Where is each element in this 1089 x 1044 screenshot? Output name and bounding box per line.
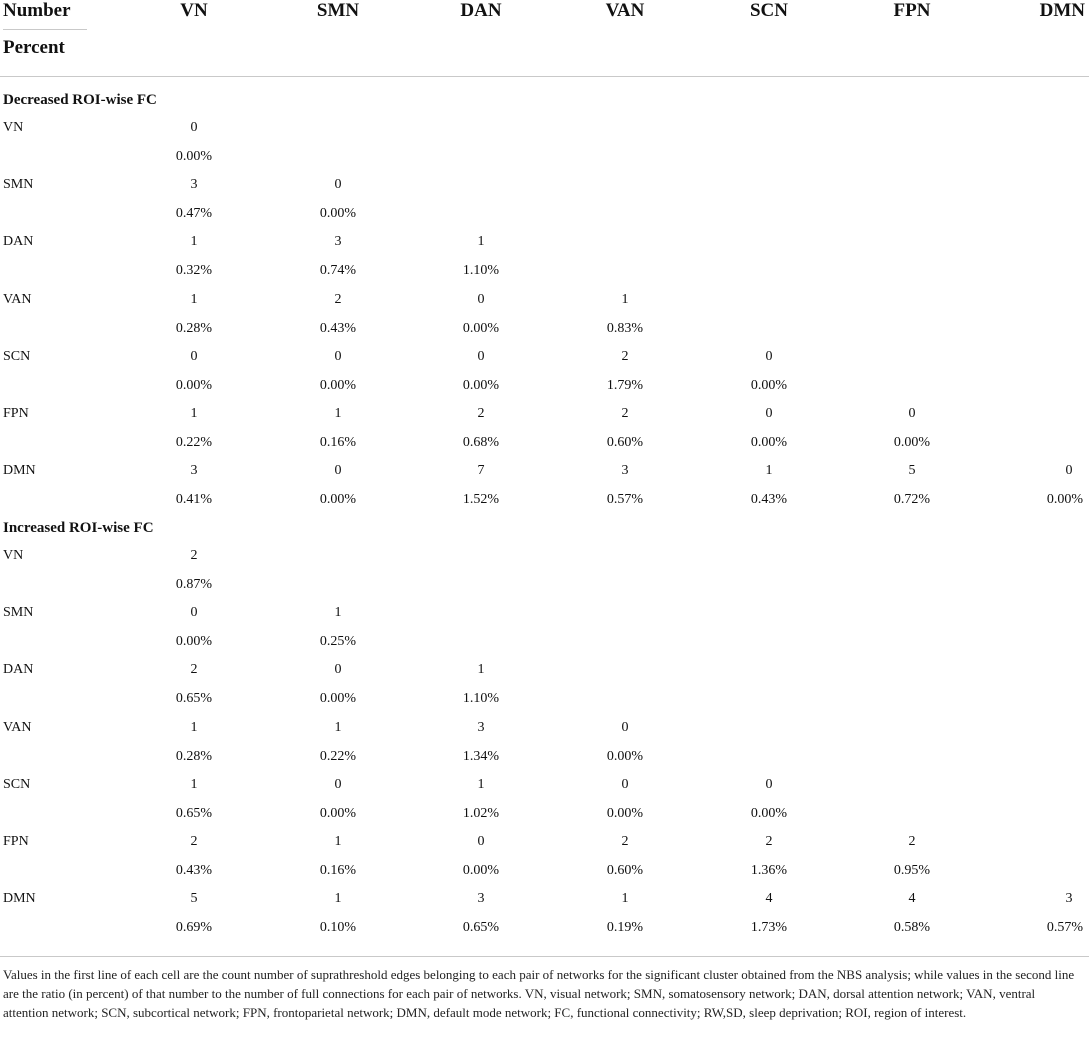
cell-count: 4 [765,891,773,906]
cell-count: 1 [477,777,485,792]
cell-percent: 0.00% [462,378,500,393]
cell-count: 1 [190,777,198,792]
cell-percent: 1.34% [462,749,500,764]
row-label: VAN [3,720,32,735]
cell-percent: 0.00% [462,321,500,336]
row-label: DMN [3,891,36,906]
cell-percent: 0.00% [462,863,500,878]
cell-percent: 1.02% [462,806,500,821]
cell-percent: 0.00% [319,378,357,393]
column-header-fpn: FPN [893,0,931,21]
cell-percent: 0.43% [319,321,357,336]
cell-count: 0 [621,777,629,792]
cell-percent: 0.00% [750,435,788,450]
cell-percent: 1.10% [462,263,500,278]
header-divider [3,29,87,30]
cell-percent: 0.00% [319,691,357,706]
cell-percent: 0.87% [175,577,213,592]
cell-count: 0 [334,463,342,478]
cell-count: 1 [334,720,342,735]
cell-percent: 0.25% [319,634,357,649]
cell-percent: 0.60% [606,435,644,450]
cell-count: 1 [765,463,773,478]
cell-percent: 0.43% [750,492,788,507]
column-header-van: VAN [605,0,645,21]
cell-percent: 1.73% [750,920,788,935]
cell-count: 1 [334,605,342,620]
cell-count: 1 [334,406,342,421]
cell-percent: 0.00% [319,206,357,221]
cell-percent: 0.16% [319,435,357,450]
cell-count: 4 [908,891,916,906]
cell-percent: 0.65% [175,806,213,821]
cell-count: 2 [190,548,198,563]
column-header-dmn: DMN [1039,0,1085,21]
header-percent-label: Percent [3,37,65,58]
row-label: VN [3,120,24,135]
cell-count: 7 [477,463,485,478]
cell-count: 1 [477,234,485,249]
header-number-label: Number [3,0,71,21]
cell-percent: 0.00% [750,378,788,393]
section-title: Increased ROI-wise FC [3,520,154,536]
row-label: FPN [3,406,29,421]
cell-percent: 0.16% [319,863,357,878]
row-label: FPN [3,834,29,849]
cell-percent: 0.57% [1046,920,1083,935]
cell-count: 0 [621,720,629,735]
cell-percent: 0.41% [175,492,213,507]
table-header [0,0,1089,76]
cell-count: 0 [334,349,342,364]
cell-percent: 0.74% [319,263,357,278]
cell-percent: 0.22% [175,435,213,450]
cell-percent: 1.52% [462,492,500,507]
row-label: SCN [3,777,31,792]
cell-count: 0 [334,177,342,192]
cell-count: 3 [190,463,198,478]
cell-percent: 0.60% [606,863,644,878]
column-header-vn: VN [180,0,208,21]
cell-count: 0 [334,777,342,792]
cell-percent: 0.22% [319,749,357,764]
section-title: Decreased ROI-wise FC [3,92,157,108]
cell-percent: 0.00% [606,749,644,764]
cell-percent: 1.79% [606,378,644,393]
row-label: VN [3,548,24,563]
cell-percent: 0.00% [1046,492,1083,507]
cell-percent: 0.19% [606,920,644,935]
cell-count: 0 [477,834,485,849]
cell-count: 0 [765,349,773,364]
cell-count: 3 [477,891,485,906]
cell-count: 1 [621,891,629,906]
cell-count: 3 [190,177,198,192]
cell-count: 3 [477,720,485,735]
cell-count: 3 [1065,891,1073,906]
column-header-dan: DAN [460,0,502,21]
cell-percent: 0.69% [175,920,213,935]
row-label: DAN [3,662,34,677]
cell-count: 5 [190,891,198,906]
cell-percent: 0.28% [175,321,213,336]
cell-percent: 0.00% [175,634,213,649]
cell-percent: 0.00% [175,149,213,164]
cell-count: 2 [621,834,629,849]
bottom-rule [0,956,1089,957]
cell-count: 0 [477,349,485,364]
cell-percent: 0.00% [893,435,931,450]
cell-count: 1 [190,234,198,249]
cell-percent: 0.00% [750,806,788,821]
cell-count: 0 [190,120,198,135]
cell-count: 2 [908,834,916,849]
cell-count: 0 [765,406,773,421]
cell-percent: 0.00% [175,378,213,393]
cell-percent: 0.00% [319,492,357,507]
header-rule [0,76,1089,77]
row-label: DMN [3,463,36,478]
cell-percent: 0.28% [175,749,213,764]
cell-count: 5 [908,463,916,478]
cell-count: 0 [765,777,773,792]
row-label: SCN [3,349,31,364]
cell-percent: 0.57% [606,492,644,507]
cell-count: 3 [334,234,342,249]
cell-count: 3 [621,463,629,478]
cell-count: 1 [190,292,198,307]
cell-count: 2 [621,349,629,364]
row-label: SMN [3,177,34,192]
cell-percent: 0.32% [175,263,213,278]
cell-count: 2 [190,662,198,677]
cell-count: 1 [621,292,629,307]
table-footnote: Values in the first line of each cell are the count number of suprathreshold edges belonging to each pair of networks for the significant cluster obtained from the NBS analysis; while values in the second line are the ratio (in percent) of that number to the number of full connections for each pair of networks. VN, visual network; SMN, somatosensory network; DAN, dorsal attention network; VAN, ventral attention network; SCN, subcortical network; FPN, frontoparietal network; DMN, default mode network; FC, functional connectivity; RW,SD, sleep deprivation; ROI, region of interest. [3,967,1075,1020]
row-label: VAN [3,292,32,307]
cell-percent: 0.00% [606,806,644,821]
cell-percent: 0.43% [175,863,213,878]
column-header-smn: SMN [316,0,360,21]
cell-count: 2 [477,406,485,421]
cell-percent: 0.95% [893,863,931,878]
cell-percent: 0.58% [893,920,931,935]
cell-count: 0 [334,662,342,677]
cell-count: 2 [621,406,629,421]
cell-percent: 0.47% [175,206,213,221]
cell-percent: 0.65% [462,920,500,935]
cell-count: 0 [477,292,485,307]
cell-percent: 0.00% [319,806,357,821]
cell-count: 1 [190,406,198,421]
cell-count: 0 [908,406,916,421]
cell-count: 0 [190,349,198,364]
cell-percent: 0.83% [606,321,644,336]
row-label: DAN [3,234,34,249]
cell-percent: 1.10% [462,691,500,706]
cell-percent: 0.68% [462,435,500,450]
cell-count: 2 [190,834,198,849]
cell-percent: 0.72% [893,492,931,507]
cell-count: 1 [477,662,485,677]
cell-count: 1 [334,891,342,906]
cell-count: 0 [1065,463,1073,478]
cell-count: 2 [334,292,342,307]
cell-count: 2 [765,834,773,849]
cell-percent: 1.36% [750,863,788,878]
cell-percent: 0.10% [319,920,357,935]
cell-count: 0 [190,605,198,620]
cell-count: 1 [190,720,198,735]
column-header-scn: SCN [749,0,789,21]
row-label: SMN [3,605,34,620]
cell-count: 1 [334,834,342,849]
cell-percent: 0.65% [175,691,213,706]
